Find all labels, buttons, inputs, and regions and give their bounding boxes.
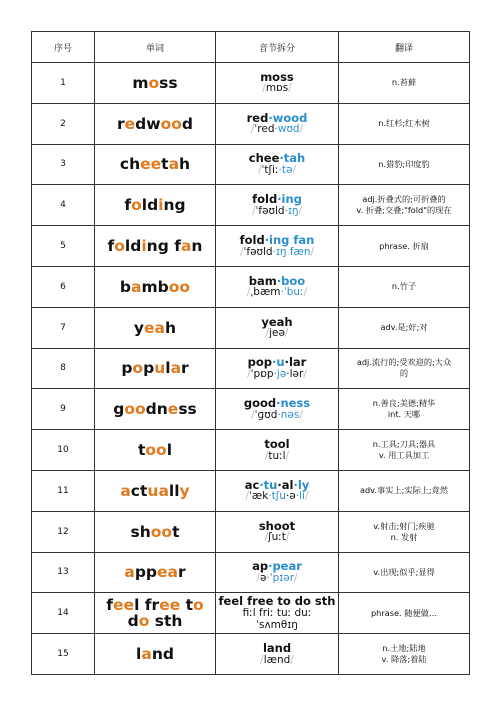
slash-close: / bbox=[303, 286, 308, 299]
syllable-cell bbox=[216, 307, 339, 348]
text-segment: ·tə bbox=[278, 164, 293, 177]
phonetic bbox=[216, 328, 338, 340]
slash-close: / bbox=[310, 245, 315, 258]
text-segment: ·wood bbox=[268, 110, 308, 125]
text-segment: ac bbox=[244, 477, 260, 492]
text-segment: l fr bbox=[134, 595, 160, 614]
slash-close: / bbox=[285, 449, 290, 462]
translation-line: phrase. 随便做… bbox=[370, 607, 438, 618]
text-segment: o bbox=[138, 612, 150, 631]
text-segment: a bbox=[170, 359, 182, 378]
text-segment: mb bbox=[141, 277, 169, 296]
text-segment: ·tah bbox=[279, 151, 306, 166]
table-row bbox=[32, 266, 470, 307]
text-segment: dn bbox=[145, 400, 168, 419]
word-cell bbox=[95, 511, 216, 552]
text-segment: o bbox=[193, 595, 204, 614]
translation-line: v.出现;似乎;显得 bbox=[373, 566, 435, 577]
text-segment: oo bbox=[150, 522, 173, 541]
slash-close: / bbox=[284, 327, 289, 340]
text-segment: ·ness bbox=[276, 396, 311, 411]
text-segment: ·ɪŋ bbox=[284, 204, 299, 217]
text-segment: ea bbox=[157, 563, 178, 582]
text-segment: ·ə bbox=[285, 490, 296, 503]
translation-line: adj.折叠式的;可折叠的 bbox=[362, 194, 446, 205]
slash-open: / bbox=[246, 286, 251, 299]
text-segment: ee bbox=[113, 595, 135, 614]
text-segment: ua bbox=[147, 481, 169, 500]
text-segment: ·al bbox=[277, 477, 294, 492]
text-segment: u bbox=[154, 359, 166, 378]
text-segment: f bbox=[106, 595, 114, 614]
slash-open: / bbox=[239, 245, 244, 258]
word-cell bbox=[95, 593, 216, 634]
table-row bbox=[32, 226, 470, 267]
text-segment: sh bbox=[130, 522, 151, 541]
text-segment: l bbox=[165, 359, 171, 378]
phonetic bbox=[216, 451, 338, 463]
text-segment: ·ɪŋ fæn bbox=[272, 245, 311, 258]
translation-line: n. 发射 bbox=[390, 531, 418, 542]
translation-line: n.苔藓 bbox=[391, 77, 417, 88]
syllable-cell bbox=[216, 634, 339, 675]
translation-line: n.猎豹;印度豹 bbox=[378, 158, 430, 169]
text-segment: nd bbox=[151, 644, 174, 663]
text-segment: i bbox=[141, 236, 147, 255]
text-segment: m bbox=[132, 73, 149, 92]
text-segment: a bbox=[168, 155, 180, 174]
text-segment: ld bbox=[124, 236, 142, 255]
translation-cell bbox=[339, 144, 470, 185]
header-num: 序号 bbox=[32, 32, 95, 63]
text-segment: e bbox=[167, 400, 179, 419]
row-number: 1 bbox=[32, 63, 95, 104]
syllable-cell bbox=[216, 266, 339, 307]
row-number: 7 bbox=[32, 307, 95, 348]
word-cell bbox=[95, 185, 216, 226]
word-cell bbox=[95, 307, 216, 348]
text-segment: ˌbæm bbox=[250, 286, 281, 299]
text-segment: o bbox=[148, 73, 160, 92]
header-word: 单词 bbox=[95, 32, 216, 63]
text-segment: mɒs bbox=[265, 82, 289, 95]
word-cell bbox=[95, 389, 216, 430]
translation-cell bbox=[339, 470, 470, 511]
phonetic bbox=[216, 247, 338, 259]
table-row bbox=[32, 103, 470, 144]
phonetic bbox=[216, 655, 338, 667]
word-cell bbox=[95, 552, 216, 593]
text-segment: jeə bbox=[269, 327, 285, 340]
text-segment: ·tʃu bbox=[268, 490, 286, 503]
phonetic bbox=[216, 287, 338, 299]
text-segment: ll bbox=[168, 481, 180, 500]
text-segment: ·lər bbox=[286, 368, 304, 381]
text-segment: ch bbox=[119, 155, 141, 174]
translation-line: adv.事实上;实际上;竟然 bbox=[359, 485, 449, 496]
text-segment: p bbox=[143, 359, 155, 378]
row-number: 10 bbox=[32, 430, 95, 471]
syllable-cell bbox=[216, 511, 339, 552]
row-number: 3 bbox=[32, 144, 95, 185]
table-row bbox=[32, 593, 470, 634]
row-number: 9 bbox=[32, 389, 95, 430]
syllable-cell bbox=[216, 185, 339, 226]
row-number: 8 bbox=[32, 348, 95, 389]
slash-close: / bbox=[288, 82, 292, 95]
text-segment: ˈfəʊld bbox=[243, 245, 273, 258]
text-segment: feel free to do sth bbox=[218, 594, 336, 609]
word-cell bbox=[95, 266, 216, 307]
translation-line: n.红杉;红木树 bbox=[378, 118, 430, 129]
text-segment: f bbox=[107, 236, 115, 255]
text-segment: ˈɡʊd bbox=[254, 408, 278, 421]
phonetic bbox=[216, 369, 338, 381]
phonetic-line: ˈsʌmθɪŋ bbox=[256, 618, 298, 631]
text-segment: ee bbox=[159, 595, 181, 614]
table-row bbox=[32, 430, 470, 471]
syllable-cell bbox=[216, 389, 339, 430]
text-segment: ld bbox=[141, 196, 159, 215]
text-segment: a bbox=[131, 277, 142, 296]
syllable-cell bbox=[216, 103, 339, 144]
text-segment: ee bbox=[140, 155, 162, 174]
row-number: 4 bbox=[32, 185, 95, 226]
translation-cell bbox=[339, 185, 470, 226]
text-segment: t bbox=[137, 440, 146, 459]
text-segment: ·boo bbox=[276, 273, 306, 288]
word-cell bbox=[95, 63, 216, 104]
text-segment: h bbox=[179, 155, 191, 174]
row-number: 6 bbox=[32, 266, 95, 307]
slash-open: / bbox=[256, 572, 260, 584]
row-number: 14 bbox=[32, 593, 95, 634]
slash-open: / bbox=[257, 164, 262, 177]
slash-close: / bbox=[299, 123, 304, 136]
text-segment: yeah bbox=[261, 314, 293, 329]
text-segment: h bbox=[165, 318, 177, 337]
translation-cell bbox=[339, 552, 470, 593]
phonetic-line: fiːl friː tuː duː bbox=[242, 607, 312, 620]
text-segment: r bbox=[116, 114, 125, 133]
translation-cell bbox=[339, 348, 470, 389]
translation-cell bbox=[339, 593, 470, 634]
translation-line: n.善良;美德;精华 bbox=[372, 398, 436, 409]
text-segment: ap bbox=[252, 559, 269, 574]
syllable-cell bbox=[216, 593, 339, 634]
text-segment: a bbox=[124, 563, 135, 582]
text-segment: y bbox=[133, 318, 145, 337]
syllable-cell bbox=[216, 470, 339, 511]
text-segment: t bbox=[180, 595, 194, 614]
text-segment: ng f bbox=[146, 236, 181, 255]
slash-open: / bbox=[251, 408, 255, 421]
slash-close: / bbox=[299, 408, 303, 421]
text-segment: r bbox=[178, 563, 186, 582]
text-segment: bam bbox=[248, 273, 277, 288]
text-segment: ·li bbox=[295, 490, 305, 503]
translation-line: v. 用工具加工 bbox=[378, 450, 430, 461]
row-number: 13 bbox=[32, 552, 95, 593]
text-segment: ·lar bbox=[284, 355, 307, 370]
word-cell bbox=[95, 103, 216, 144]
slash-open: / bbox=[247, 368, 251, 381]
text-segment: ·tu bbox=[259, 477, 278, 492]
text-segment: ss bbox=[178, 400, 197, 419]
phonetic bbox=[216, 83, 338, 95]
text-segment: tuːl bbox=[268, 449, 286, 462]
text-segment: t bbox=[172, 522, 180, 541]
slash-close: / bbox=[298, 204, 303, 217]
translation-line: v. 降落;着陆 bbox=[381, 654, 427, 665]
translation-cell bbox=[339, 430, 470, 471]
text-segment: i bbox=[158, 196, 164, 215]
slash-open: / bbox=[264, 531, 269, 544]
syllable-cell bbox=[216, 226, 339, 267]
text-segment: a bbox=[141, 644, 152, 663]
slash-close: / bbox=[285, 531, 290, 544]
table-row bbox=[32, 470, 470, 511]
slash-open: / bbox=[250, 123, 255, 136]
slash-close: / bbox=[294, 572, 298, 584]
text-segment: tool bbox=[264, 436, 290, 451]
slash-close: / bbox=[290, 653, 294, 666]
header-row bbox=[32, 32, 470, 63]
text-segment: l bbox=[136, 644, 142, 663]
word-cell bbox=[95, 348, 216, 389]
word-cell bbox=[95, 430, 216, 471]
syllable-cell bbox=[216, 144, 339, 185]
text-segment: o bbox=[114, 236, 125, 255]
row-number: 15 bbox=[32, 634, 95, 675]
slash-close: / bbox=[292, 164, 296, 177]
text-segment: oo bbox=[160, 114, 182, 133]
table-row bbox=[32, 511, 470, 552]
table-row bbox=[32, 634, 470, 675]
text-segment: o bbox=[131, 196, 142, 215]
slash-open: / bbox=[265, 327, 270, 340]
text-segment: ʃuːt bbox=[268, 531, 286, 544]
translation-cell bbox=[339, 266, 470, 307]
table-row bbox=[32, 185, 470, 226]
text-segment: ·nəs bbox=[277, 408, 300, 421]
text-segment: lænd bbox=[263, 653, 291, 666]
translation-cell bbox=[339, 389, 470, 430]
text-segment: o bbox=[132, 359, 144, 378]
slash-open: / bbox=[264, 449, 269, 462]
phonetic bbox=[216, 573, 338, 585]
table-row bbox=[32, 348, 470, 389]
text-segment: a bbox=[120, 481, 131, 500]
translation-cell bbox=[339, 103, 470, 144]
phonetic bbox=[216, 491, 338, 503]
text-segment: ct bbox=[130, 481, 148, 500]
text-segment: ˈæk bbox=[249, 490, 269, 503]
text-segment: ˈfəʊld bbox=[255, 204, 285, 217]
syllable-cell bbox=[216, 430, 339, 471]
text-segment: ·ˈpɪər bbox=[266, 572, 295, 584]
slash-open: / bbox=[245, 490, 250, 503]
translation-line: v. 折叠;交叠;"fold"的现在 bbox=[356, 205, 452, 216]
text-segment: l bbox=[166, 440, 173, 459]
table-row bbox=[32, 63, 470, 104]
translation-line: v.射击;射门;疾驰 bbox=[373, 520, 435, 531]
slash-close: / bbox=[303, 368, 307, 381]
slash-close: / bbox=[304, 490, 309, 503]
vocabulary-table bbox=[31, 31, 470, 675]
text-segment: y bbox=[179, 481, 190, 500]
text-segment: b bbox=[119, 277, 132, 296]
table-row bbox=[32, 389, 470, 430]
text-segment: e bbox=[124, 114, 136, 133]
row-number: 2 bbox=[32, 103, 95, 144]
word-cell bbox=[95, 634, 216, 675]
translation-line: int. 天哪 bbox=[387, 409, 421, 420]
phonetic bbox=[216, 124, 338, 136]
text-segment: f bbox=[124, 196, 132, 215]
table-body bbox=[32, 63, 470, 675]
text-segment: ·ing bbox=[277, 192, 302, 207]
translation-line: n.竹子 bbox=[391, 281, 417, 292]
translation-cell bbox=[339, 63, 470, 104]
slash-open: / bbox=[262, 82, 266, 95]
text-segment: ˈred bbox=[254, 123, 275, 136]
text-segment: pp bbox=[134, 563, 158, 582]
text-segment: ˈpɒp bbox=[250, 368, 274, 381]
header-translation: 翻译 bbox=[339, 32, 470, 63]
text-segment: p bbox=[121, 359, 133, 378]
text-segment: oo bbox=[168, 277, 191, 296]
translation-line: n.土地;陆地 bbox=[382, 642, 426, 653]
text-segment: ˈtʃiː bbox=[261, 164, 279, 177]
text-segment: ·pear bbox=[268, 559, 302, 574]
word-cell bbox=[95, 144, 216, 185]
text-segment: r bbox=[181, 359, 189, 378]
text-segment: n bbox=[191, 236, 203, 255]
row-number: 11 bbox=[32, 470, 95, 511]
phonetic bbox=[216, 532, 338, 544]
text-segment: sth bbox=[149, 612, 183, 631]
header-syllable: 音节拆分 bbox=[216, 32, 339, 63]
text-segment: ng bbox=[163, 196, 186, 215]
text-segment: oo bbox=[145, 440, 167, 459]
table-row bbox=[32, 307, 470, 348]
translation-cell bbox=[339, 226, 470, 267]
text-segment: dw bbox=[135, 114, 161, 133]
text-segment: good bbox=[243, 396, 277, 411]
text-segment: fold bbox=[252, 192, 278, 207]
text-segment: ·ing fan bbox=[264, 232, 315, 247]
translation-cell bbox=[339, 511, 470, 552]
text-segment: shoot bbox=[258, 518, 296, 533]
row-number: 12 bbox=[32, 511, 95, 552]
text-segment: ea bbox=[144, 318, 166, 337]
row-number: 5 bbox=[32, 226, 95, 267]
text-segment: ·ˈbuː bbox=[280, 286, 304, 299]
syllable-cell bbox=[216, 348, 339, 389]
text-segment: pop bbox=[247, 355, 273, 370]
phonetic bbox=[216, 206, 338, 218]
translation-line: 的 bbox=[399, 368, 409, 379]
text-segment: d bbox=[127, 612, 139, 631]
slash-open: / bbox=[260, 653, 264, 666]
syllable-cell bbox=[216, 63, 339, 104]
word-cell bbox=[95, 226, 216, 267]
translation-cell bbox=[339, 634, 470, 675]
translation-line: phrase. 折扇 bbox=[379, 240, 429, 251]
translation-line: adv.是;好;对 bbox=[380, 322, 428, 333]
text-segment: t bbox=[161, 155, 169, 174]
text-segment: oo bbox=[124, 400, 146, 419]
text-segment: g bbox=[113, 400, 125, 419]
text-segment: ·jə bbox=[273, 368, 287, 381]
table-row bbox=[32, 552, 470, 593]
translation-cell bbox=[339, 307, 470, 348]
table-row bbox=[32, 144, 470, 185]
text-segment: ·ly bbox=[293, 477, 310, 492]
text-segment: ə bbox=[259, 572, 267, 584]
text-segment: chee bbox=[248, 151, 280, 166]
syllable-cell bbox=[216, 552, 339, 593]
phonetic bbox=[216, 410, 338, 422]
text-segment: ss bbox=[159, 73, 178, 92]
phonetic bbox=[216, 165, 338, 177]
text-segment: a bbox=[180, 236, 192, 255]
text-segment: fold bbox=[239, 232, 265, 247]
text-segment: d bbox=[181, 114, 193, 133]
text-segment: ·wʊd bbox=[274, 123, 300, 136]
text-segment: moss bbox=[260, 69, 294, 84]
text-segment: ·u bbox=[272, 355, 285, 370]
text-segment: red bbox=[246, 110, 269, 125]
translation-line: n.工具;刀具;器具 bbox=[372, 439, 436, 449]
text-segment: land bbox=[262, 640, 292, 655]
word-cell bbox=[95, 470, 216, 511]
translation-line: adj.流行的;受欢迎的;大众 bbox=[356, 357, 452, 368]
slash-open: / bbox=[251, 204, 256, 217]
